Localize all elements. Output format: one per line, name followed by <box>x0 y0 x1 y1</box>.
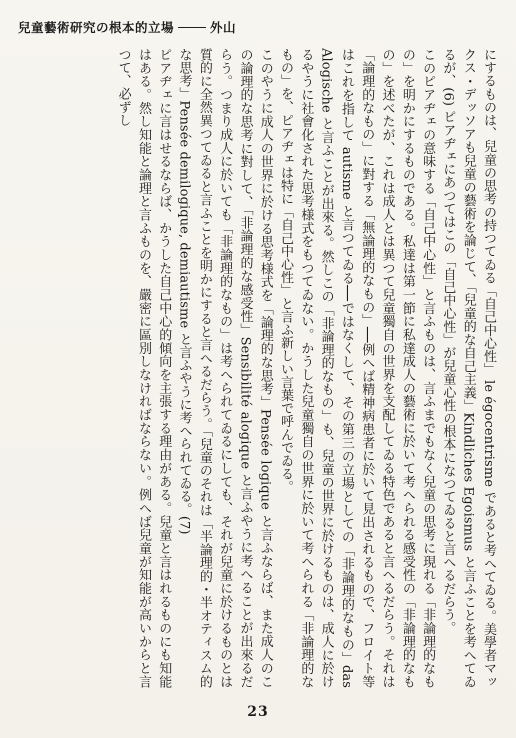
running-header <box>18 18 498 34</box>
vertical-body-text <box>14 48 498 688</box>
header-dash <box>178 27 206 28</box>
paragraph: ピアヂェに言はせるならば、かうした自己中心的傾向を主張する理由がある。兒童と言はれるものにも知能はある。然し知能と論理と言ふものを、嚴密に區別しなければならない。例へば兒童が知能が高いからと言つて、必ずし <box>115 48 172 688</box>
header-author: 外山 <box>210 20 237 35</box>
paragraph: このやうに成人の世界に於ける思考様式を「論理的な思考」Pensée logique と言ふならば、また成人のこの論理的な思考に對して、「非論理的な感受性」Sensibilité alogique と言ふやうに考へることが出來るだらう。つまり成人に於いても「非論理的なもの」は考へられてゐるにしても、それが兒童に於けるものとは質的に全然異つてゐると言ふことを明かにすると言へるだらう。「兒童のそれは「半論理的・半オティスム的な思考」Pensée demilogique, demiautisme と言ふやうに考へられてゐる。(7) <box>176 48 273 688</box>
paragraph: このピアヂェの意味する「自己中心性」と言ふものは、言ふまでもなく兒童の思考に現れる「非論理的なもの」を明かにするものである。私達は第一節に私達成人の藝術に於いて考へられる感受性の「非論理的なもの」を述べたが、これは成人とは異つて兒童獨自の世界を支配してゐる特色であると言へるだらう。それは「論理的なもの」に對する「無論理的なもの」──例へば精神病患者に於いて見出されるもので、フロイト等はこれを指して autisme と言つてゐる──ではなくして、その第三の立場としての「非論理的なもの」das Alogische と言ふことが出來る。然しこの「非論理的なもの」も、兒童の世界に於けるものは、成人に於けるやうに社會化された思考様式をもつてゐない。かうした兒童獨自の世界に於いて考へられる「非論理的なもの」を、ピアヂェは特に「自己中心性」と言ふ新しい言葉で呼んでゐる。 <box>278 48 436 688</box>
body-text-area <box>14 48 498 688</box>
header-title: 兒童藝術研究の根本的立場 <box>18 20 175 35</box>
page-number: 23 <box>247 704 269 720</box>
paragraph: にするものは、兒童の思考の持つてゐる「自己中心性」 le égocentrisme であると考へてゐる。美學者マックス・デッソアも兒童の藝術を論じて、「兒童的な自己主義」Kindliches Egoismus と言ふことを考へてゐるが、(6) ピアヂェにあつてはこの「自己中心性」が兒童心性の根本になつてゐると言へるだらう。 <box>440 48 496 688</box>
